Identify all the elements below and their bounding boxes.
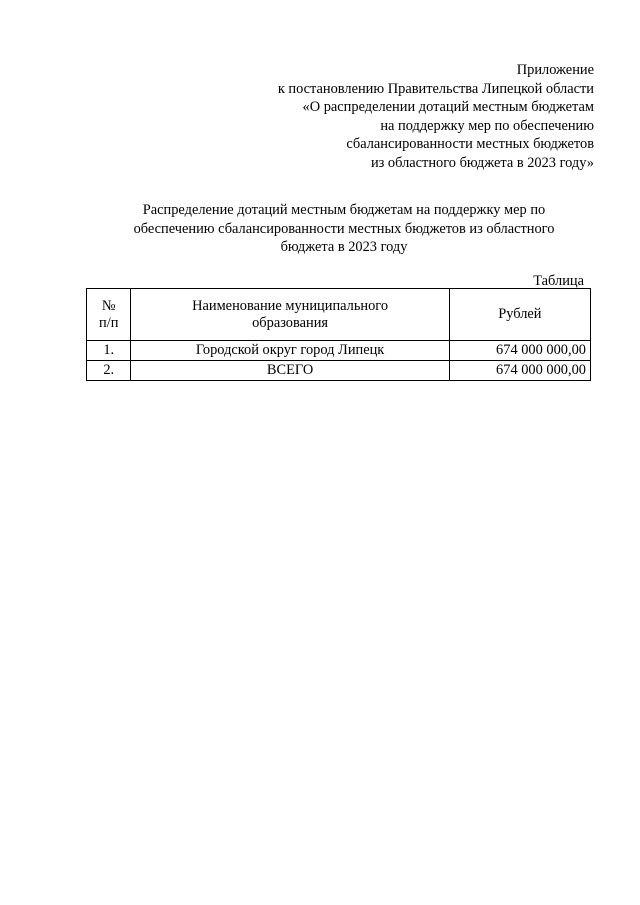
title-line: бюджета в 2023 году bbox=[280, 239, 408, 256]
row-amount: 674 000 000,00 bbox=[449, 341, 590, 361]
header-municipality-line2: образования bbox=[252, 314, 329, 331]
title-line: обеспечению сбалансированности местных бюджетов из областного bbox=[133, 220, 555, 237]
appendix-line: из областного бюджета в 2023 году» bbox=[370, 154, 594, 171]
appendix-line: к постановлению Правительства Липецкой области bbox=[277, 80, 594, 97]
appendix-line: Приложение bbox=[516, 62, 594, 78]
header-municipality-line1: Наименование муниципального bbox=[192, 297, 389, 314]
header-municipality bbox=[131, 289, 449, 341]
table-row-total bbox=[87, 361, 591, 381]
row-municipality: ВСЕГО bbox=[131, 361, 449, 381]
header-number-line1: № bbox=[101, 297, 116, 314]
row-amount: 674 000 000,00 bbox=[449, 361, 590, 381]
appendix-block bbox=[174, 61, 594, 173]
appendix-line: сбалансированности местных бюджетов bbox=[346, 136, 594, 153]
header-number-line2: п/п bbox=[99, 314, 119, 331]
table-header-row bbox=[87, 289, 591, 341]
table-row bbox=[87, 341, 591, 361]
row-number: 2. bbox=[87, 361, 131, 381]
header-amount: Рублей bbox=[449, 289, 590, 341]
document-title bbox=[96, 201, 592, 257]
row-number: 1. bbox=[87, 341, 131, 361]
title-line: Распределение дотаций местным бюджетам на поддержку мер по bbox=[142, 202, 546, 218]
subsidy-table bbox=[86, 288, 591, 381]
header-number bbox=[87, 289, 131, 341]
appendix-line: на поддержку мер по обеспечению bbox=[380, 117, 594, 134]
table-caption: Таблица bbox=[533, 273, 584, 289]
appendix-line: «О распределении дотаций местным бюджетам bbox=[302, 99, 594, 116]
row-municipality: Городской округ город Липецк bbox=[131, 341, 449, 361]
